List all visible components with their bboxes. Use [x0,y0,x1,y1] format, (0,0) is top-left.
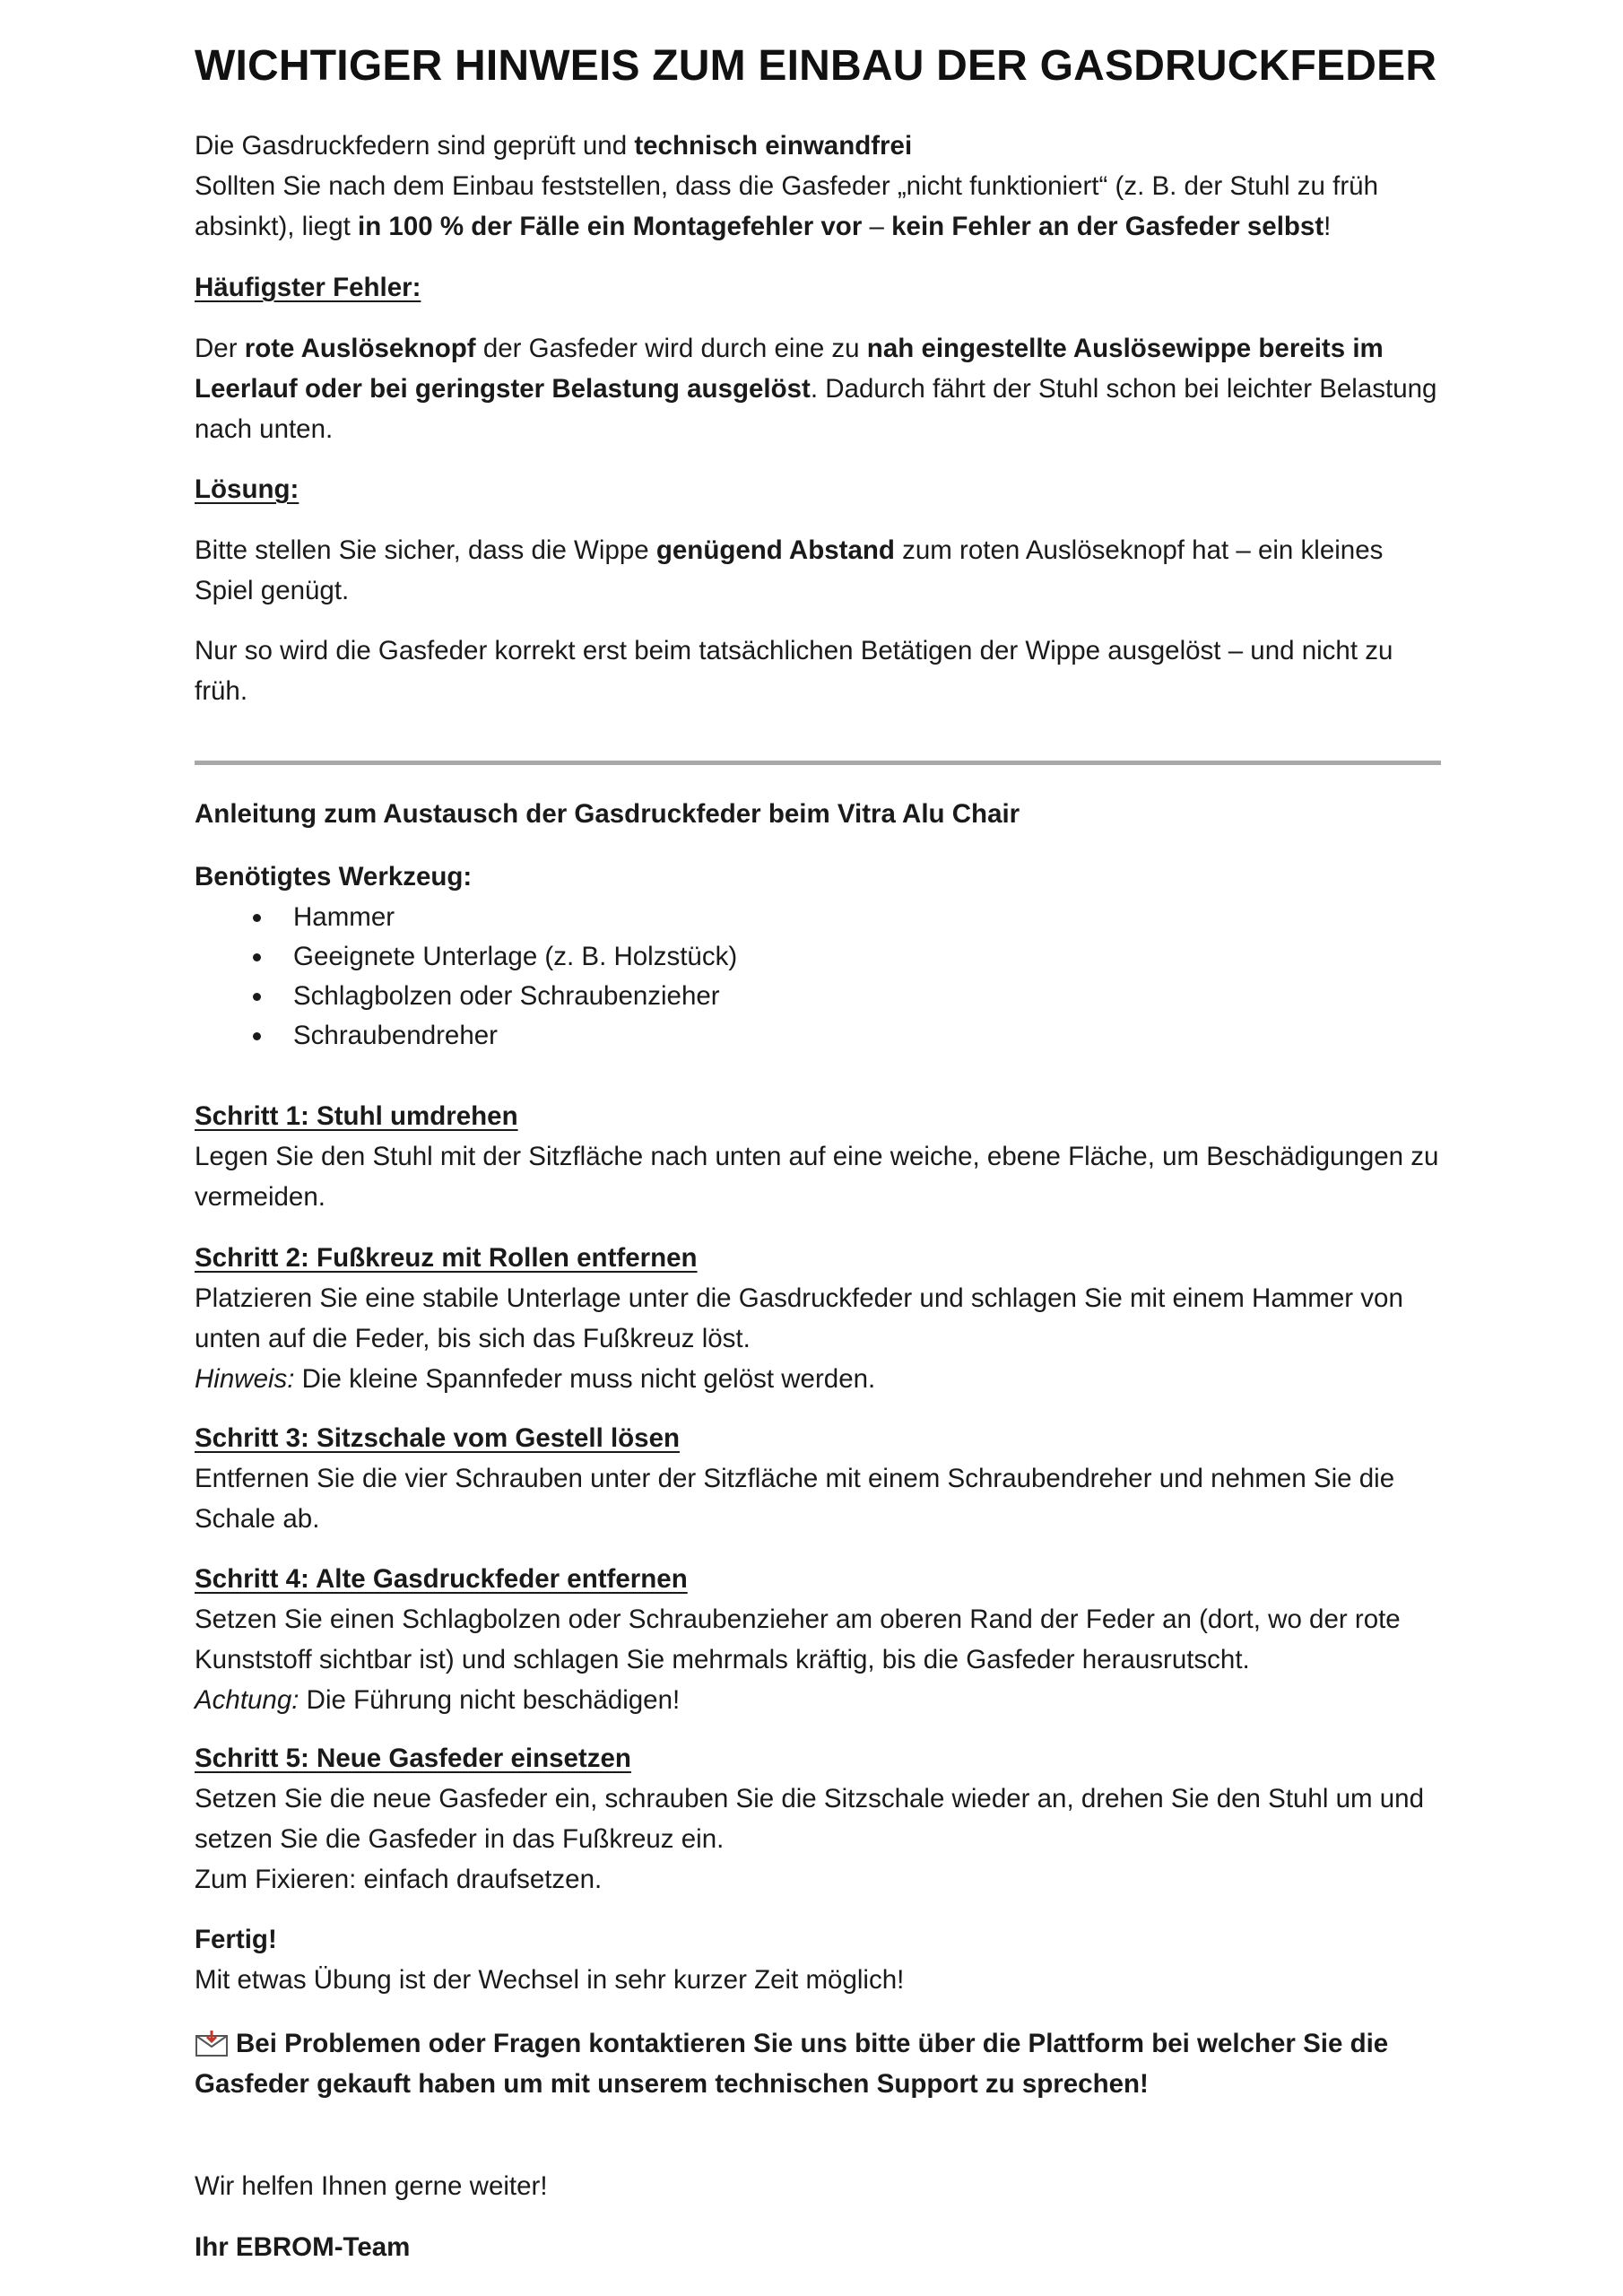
step-1 [195,1096,1441,1217]
note-text: Die kleine Spannfeder muss nicht gelöst werden. [294,1364,876,1394]
step-extra: Zum Fixieren: einfach draufsetzen. [195,1865,603,1894]
step-text: Legen Sie den Stuhl mit der Sitzfläche nach unten auf eine weiche, ebene Fläche, um Beschädigungen zu vermeiden. [195,1142,1439,1212]
step-text: Setzen Sie einen Schlagbolzen oder Schraubenzieher am oberen Rand der Feder an (dort, wo der rote Kunststoff sichtbar ist) und schlagen Sie mehrmals kräftig, bis die Gasfeder herausrutscht. [195,1605,1401,1674]
fehler-text: . Dadurch fährt der Stuhl schon bei leichter Belastung nach unten. [195,374,1437,444]
step-note [195,1680,1441,1720]
loesung-text: Nur so wird die Gasfeder korrekt erst beim tatsächlichen Betätigen der Wippe ausgelöst – und nicht zu früh. [195,636,1393,706]
intro-line-1 [195,126,1441,166]
note-label: Achtung: [195,1685,299,1715]
list-item: Schlagbolzen oder Schraubenzieher [195,976,1441,1015]
signature-text: Ihr EBROM-Team [195,2232,411,2262]
step-note [195,1359,1441,1399]
intro-text: – [862,212,892,241]
fehler-heading [195,267,1441,308]
closing-text: Wir helfen Ihnen gerne weiter! [195,2171,548,2201]
loesung-text: zum roten Auslöseknopf hat – ein kleines Spiel genügt. [195,535,1384,605]
closing [195,2166,1441,2206]
loesung-paragraph-1 [195,530,1441,611]
step-4 [195,1559,1441,1720]
loesung-heading-text: Lösung: [195,474,299,504]
letter-icon [195,2029,229,2056]
intro-text: Sollten Sie nach dem Einbau feststellen, dass die Gasfeder „nicht funktioniert“ (z. B. der Stuhl zu früh absinkt), liegt [195,171,1378,241]
tools-section [195,857,1441,1055]
step-3 [195,1418,1441,1539]
intro-bold: technisch einwandfrei [634,131,913,161]
step-heading: Schritt 2: Fußkreuz mit Rollen entfernen [195,1243,698,1273]
loesung-text: Bitte stellen Sie sicher, dass die Wippe [195,535,656,565]
loesung-heading [195,469,1441,509]
support-text: Bei Problemen oder Fragen kontaktieren Sie uns bitte über die Plattform bei welcher Sie die Gasfeder gekauft haben um mit unserem technischen Support zu sprechen! [195,2029,1389,2099]
page-title: WICHTIGER HINWEIS ZUM EINBAU DER GASDRUCKFEDER [195,42,1437,90]
step-text: Platzieren Sie eine stabile Unterlage unter die Gasdruckfeder und schlagen Sie mit einem Hammer von unten auf die Feder, bis sich das Fußkreuz löst. [195,1283,1403,1353]
intro-bold: kein Fehler an der Gasfeder selbst [891,212,1324,241]
intro-text: Die Gasdruckfedern sind geprüft und [195,131,635,161]
fertig-section [195,1919,1441,2000]
step-heading: Schritt 4: Alte Gasdruckfeder entfernen [195,1564,688,1594]
fehler-bold: nah eingestellte Auslösewippe bereits im Leerlauf oder bei geringster Belastung ausgelöst [195,334,1384,404]
note-text: Die Führung nicht beschädigen! [299,1685,681,1715]
signature [195,2227,1441,2267]
anleitung-title-text: Anleitung zum Austausch der Gasdruckfeder beim Vitra Alu Chair [195,799,1020,829]
support-note [195,2023,1441,2104]
step-5 [195,1738,1441,1900]
loesung-bold: genügend Abstand [655,535,895,565]
fehler-bold: rote Auslöseknopf [244,334,476,363]
intro-paragraph [195,126,1441,247]
fertig-text: Mit etwas Übung ist der Wechsel in sehr kurzer Zeit möglich! [195,1965,905,1995]
section-divider [195,761,1441,765]
fehler-text: Der [195,334,245,363]
fehler-text: der Gasfeder wird durch eine zu [475,334,867,363]
list-item: Hammer [195,897,1441,936]
list-item: Geeignete Unterlage (z. B. Holzstück) [195,936,1441,976]
intro-text: ! [1324,212,1332,241]
intro-bold: in 100 % der Fälle ein Montagefehler vor [358,212,863,241]
step-2 [195,1238,1441,1399]
step-text: Entfernen Sie die vier Schrauben unter der Sitzfläche mit einem Schraubendreher und nehmen Sie die Schale ab. [195,1464,1395,1534]
tools-heading: Benötigtes Werkzeug: [195,862,473,891]
anleitung-title [195,794,1441,834]
fertig-heading: Fertig! [195,1925,277,1954]
step-text: Setzen Sie die neue Gasfeder ein, schrauben Sie die Sitzschale wieder an, drehen Sie den Stuhl um und setzen Sie die Gasfeder in das Fußkreuz ein. [195,1784,1424,1854]
loesung-paragraph-2 [195,631,1441,711]
note-label: Hinweis: [195,1364,295,1394]
step-heading: Schritt 3: Sitzschale vom Gestell lösen [195,1423,681,1453]
fehler-heading-text: Häufigster Fehler: [195,273,421,302]
tools-list [195,897,1441,1055]
intro-line-2 [195,166,1441,247]
step-heading: Schritt 1: Stuhl umdrehen [195,1101,518,1131]
fehler-paragraph [195,328,1441,449]
step-heading: Schritt 5: Neue Gasfeder einsetzen [195,1744,631,1773]
list-item: Schraubendreher [195,1015,1441,1055]
